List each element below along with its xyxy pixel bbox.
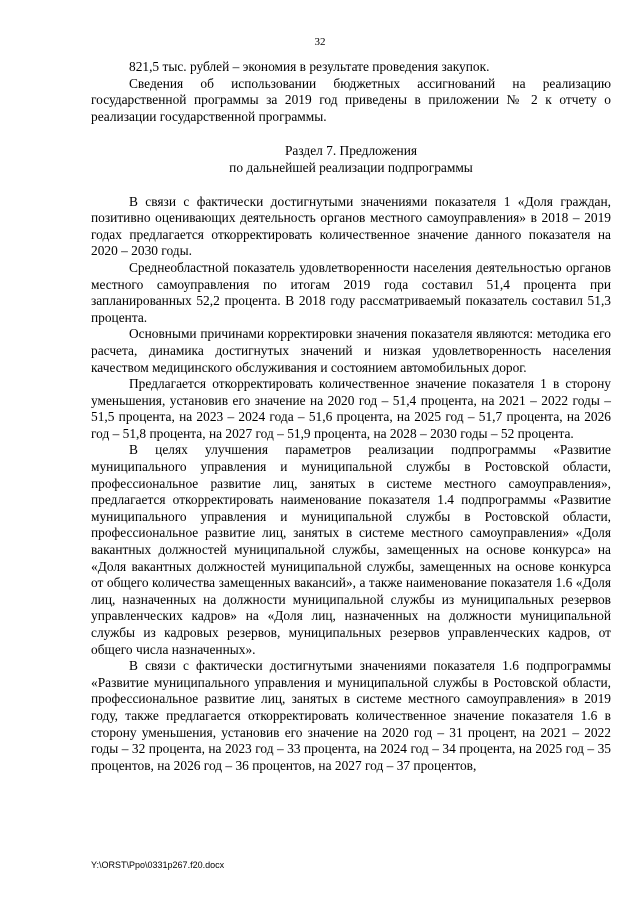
paragraph: В целях улучшения параметров реализации подпрограммы «Развитие муниципального управления и муниципальной службы в Ростовской области, профессиональное развитие лиц, занятых в системе местного самоуправления», предлагается откорректировать наименование показателя 1.4 подпрограммы «Развитие муниципального управления и муниципальной службы в Ростовской области, профессиональное развитие лиц, занятых в системе местного самоуправления» «Доля вакантных должностей муниципальной службы, замещенных на основе конкурса» на «Доля вакантных должностей муниципальной службы, замещенных на основе конкурса от общего количества замещенных вакансий», а также наименование показателя 1.6 «Доля лиц, назначенных на должности муниципальной службы из муниципальных резервов управленческих кадров» на «Доля лиц, назначенных на должности муниципальной службы из кадровых резервов, муниципальных резервов управленческих кадров, от общего числа назначенных».: [91, 442, 611, 657]
paragraph: В связи с фактически достигнутыми значениями показателя 1.6 подпрограммы «Развитие муниципального управления и муниципальной службы в Ростовской области, профессиональное развитие лиц, занятых в системе местного самоуправления» в 2019 году, также предлагается откорректировать количественное значение показателя 1.6 в сторону уменьшения, установив его значение на 2020 год – 31 процент, на 2021 – 2022 годы – 32 процента, на 2023 год – 33 процента, на 2024 год – 34 процента, на 2025 год – 35 процентов, на 2026 год – 36 процентов, на 2027 год – 37 процентов,: [91, 658, 611, 773]
page-number: 32: [314, 36, 326, 48]
section-subtitle: по дальнейшей реализации подпрограммы: [229, 159, 473, 175]
paragraph: Основными причинами корректировки значения показателя являются: методика его расчета, динамика достигнутых значений и низкая удовлетворенность населения качеством медицинского обслуживания и состоянием автомобильных дорог.: [91, 326, 611, 375]
paragraph: Сведения об использовании бюджетных ассигнований на реализацию государственной программы за 2019 год приведены в приложении № 2 к отчету о реализации государственной программы.: [91, 75, 611, 124]
paragraph: Предлагается откорректировать количественное значение показателя 1 в сторону уменьшения, установив его значение на 2020 год – 51,4 процента, на 2021 – 2022 годы – 51,5 процента, на 2023 – 2024 года – 51,6 процента, на 2025 год – 51,7 процента, на 2026 год – 51,8 процента, на 2027 год – 51,9 процента, на 2028 – 2030 годы – 52 процента.: [91, 376, 611, 441]
section-title: Раздел 7. Предложения: [284, 143, 418, 159]
section-heading: [91, 143, 611, 176]
file-path-footer: Y:\ORST\Ppo\0331p267.f20.docx: [91, 860, 225, 870]
paragraph: В связи с фактически достигнутыми значениями показателя 1 «Доля граждан, позитивно оценивающих деятельность органов местного самоуправления» в 2018 – 2019 годах предлагается откорректировать количественное значение данного показателя на 2020 – 2030 годы.: [91, 193, 611, 259]
document-body: [91, 59, 611, 774]
paragraph: Среднеобластной показатель удовлетворенности населения деятельностью органов местного самоуправления по итогам 2019 года составил 51,4 процента при запланированных 52,2 процента. В 2018 году рассматриваемый показатель составил 51,3 процента.: [91, 259, 611, 325]
paragraph: 821,5 тыс. рублей – экономия в результате проведения закупок.: [129, 59, 490, 74]
